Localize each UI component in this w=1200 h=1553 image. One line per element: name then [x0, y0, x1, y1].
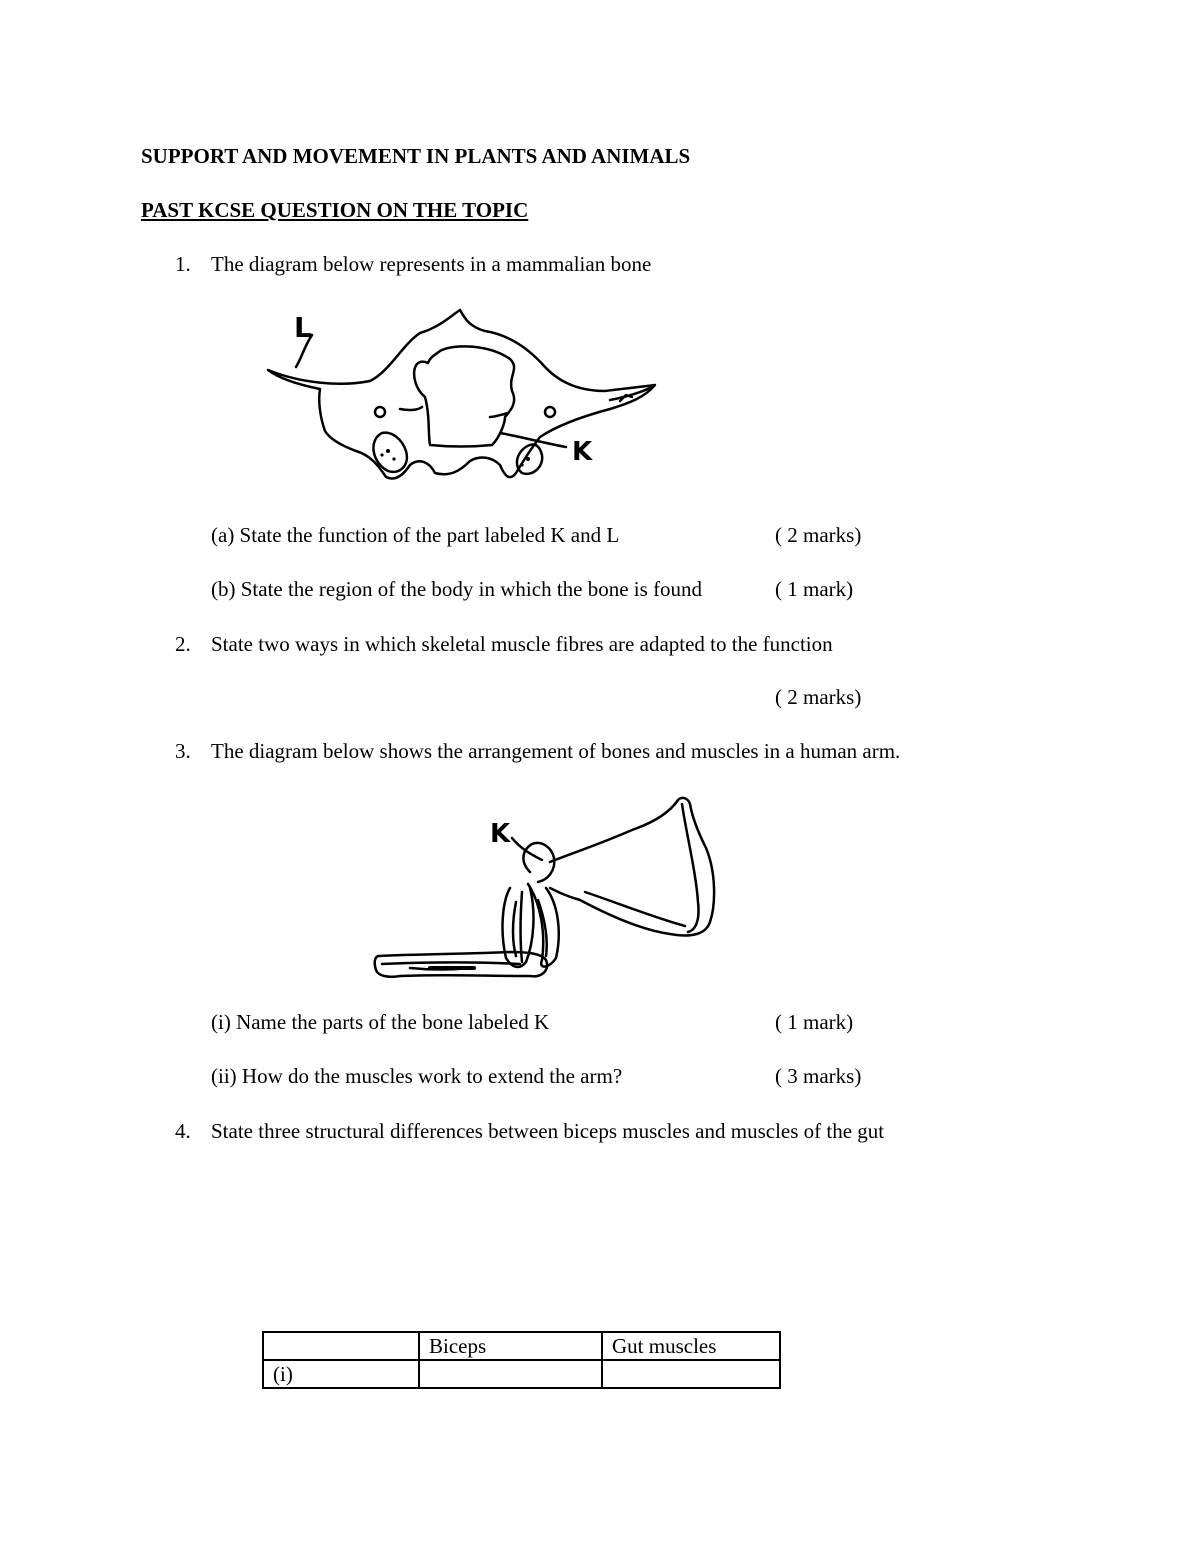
label-l: L [294, 311, 312, 344]
table-cell: (i) [263, 1360, 419, 1388]
question-1a-marks: ( 2 marks) [775, 523, 862, 547]
arm-diagram [370, 792, 730, 984]
table-header-cell: Biceps [419, 1332, 602, 1360]
question-3i-marks: ( 1 mark) [775, 1010, 854, 1034]
question-number: 4. [175, 1119, 191, 1143]
table-header-cell: Gut muscles [602, 1332, 780, 1360]
question-text: The diagram below shows the arrangement of bones and muscles in a human arm. [211, 739, 901, 763]
question-1a-text: (a) State the function of the part labeled K and L [211, 523, 620, 547]
label-k: K [490, 819, 511, 849]
comparison-table [262, 1331, 781, 1389]
question-1b-text: (b) State the region of the body in which the bone is found [211, 577, 703, 601]
question-3i-text: (i) Name the parts of the bone labeled K [211, 1010, 550, 1034]
table-header-row [263, 1332, 780, 1360]
question-3ii-text: (ii) How do the muscles work to extend the arm? [211, 1064, 623, 1088]
table-cell[interactable] [419, 1360, 602, 1388]
question-number: 2. [175, 632, 191, 656]
table-header-cell [263, 1332, 419, 1360]
question-text: State two ways in which skeletal muscle fibres are adapted to the function [211, 632, 833, 656]
question-number: 1. [175, 252, 191, 276]
page-subtitle: PAST KCSE QUESTION ON THE TOPIC [141, 198, 529, 222]
question-text: The diagram below represents in a mammalian bone [211, 252, 652, 276]
question-1b-marks: ( 1 mark) [775, 577, 854, 601]
question-number: 3. [175, 739, 191, 763]
question-3ii-marks: ( 3 marks) [775, 1064, 862, 1088]
table-cell[interactable] [602, 1360, 780, 1388]
table-row [263, 1360, 780, 1388]
label-k: K [572, 437, 593, 467]
page-title: SUPPORT AND MOVEMENT IN PLANTS AND ANIMALS [141, 144, 691, 168]
question-text: State three structural differences between biceps muscles and muscles of the gut [211, 1119, 885, 1143]
vertebra-diagram [260, 305, 670, 490]
question-2-marks: ( 2 marks) [775, 685, 862, 709]
